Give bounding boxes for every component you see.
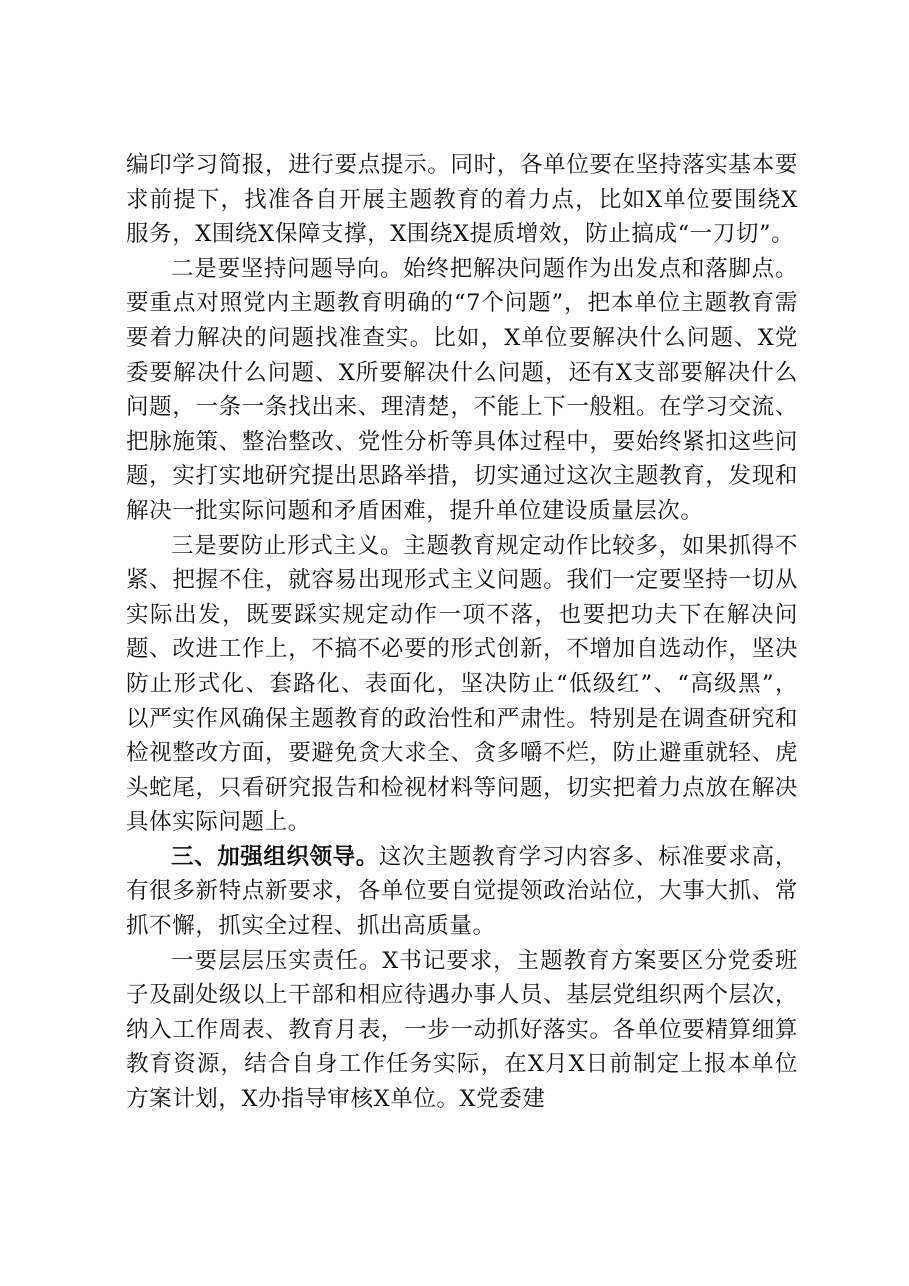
document-body: [126, 148, 798, 1117]
paragraph-problem-orientation: [126, 252, 798, 529]
paragraph-text: 这次主题教育学习内容多、标准要求高，有很多新特点新要求，各单位要自觉提领政治站位，大事大抓、常抓不懈，抓实全过程、抓出高质量。: [126, 843, 798, 940]
paragraph-text: 一要层层压实责任。X书记要求，主题教育方案要区分党委班子及副处级以上干部和相应待遇办事人员、基层党组织两个层次，纳入工作周表、教育月表，一步一动抓好落实。各单位要精算细算教育资源，结合自身工作任务实际，在X月X日前制定上报本单位方案计划，X办指导审核X单位。X党委建: [126, 947, 798, 1113]
paragraph-organization-leadership: [126, 840, 798, 944]
paragraph-text: 编印学习简报，进行要点提示。同时，各单位要在坚持落实基本要求前提下，找准各自开展主题教育的着力点，比如X单位要围绕X服务，X围绕X保障支撑，X围绕X提质增效，防止搞成“一刀切”。: [126, 152, 798, 248]
paragraph-continuation: [126, 148, 798, 252]
paragraph-text: 三是要防止形式主义。主题教育规定动作比较多，如果抓得不紧、把握不住，就容易出现形式主义问题。我们一定要坚持一切从实际出发，既要踩实规定动作一项不落，也要把功夫下在解决问题、改进工作上，不搞不必要的形式创新，不增加自选动作，坚决防止形式化、套路化、表面化，坚决防止“低级红”、“高级黑”，以严实作风确保主题教育的政治性和严肃性。特别是在调查研究和检视整改方面，要避免贪大求全、贪多嚼不烂，防止避重就轻、虎头蛇尾，只看研究报告和检视材料等问题，切实把着力点放在解决具体实际问题上。: [126, 532, 798, 836]
paragraph-text: 二是要坚持问题导向。始终把解决问题作为出发点和落脚点。要重点对照党内主题教育明确的“7个问题”，把本单位主题教育需要着力解决的问题找准查实。比如，X单位要解决什么问题、X党委要解决什么问题、X所要解决什么问题，还有X支部要解决什么问题，一条一条找出来、理清楚，不能上下一般粗。在学习交流、把脉施策、整治整改、党性分析等具体过程中，要始终紧扣这些问题，实打实地研究提出思路举措，切实通过这次主题教育，发现和解决一批实际问题和矛盾困难，提升单位建设质量层次。: [126, 255, 798, 524]
paragraph-responsibility: [126, 944, 798, 1117]
paragraph-prevent-formalism: [126, 529, 798, 840]
section-heading: 三、加强组织领导。: [171, 843, 379, 870]
